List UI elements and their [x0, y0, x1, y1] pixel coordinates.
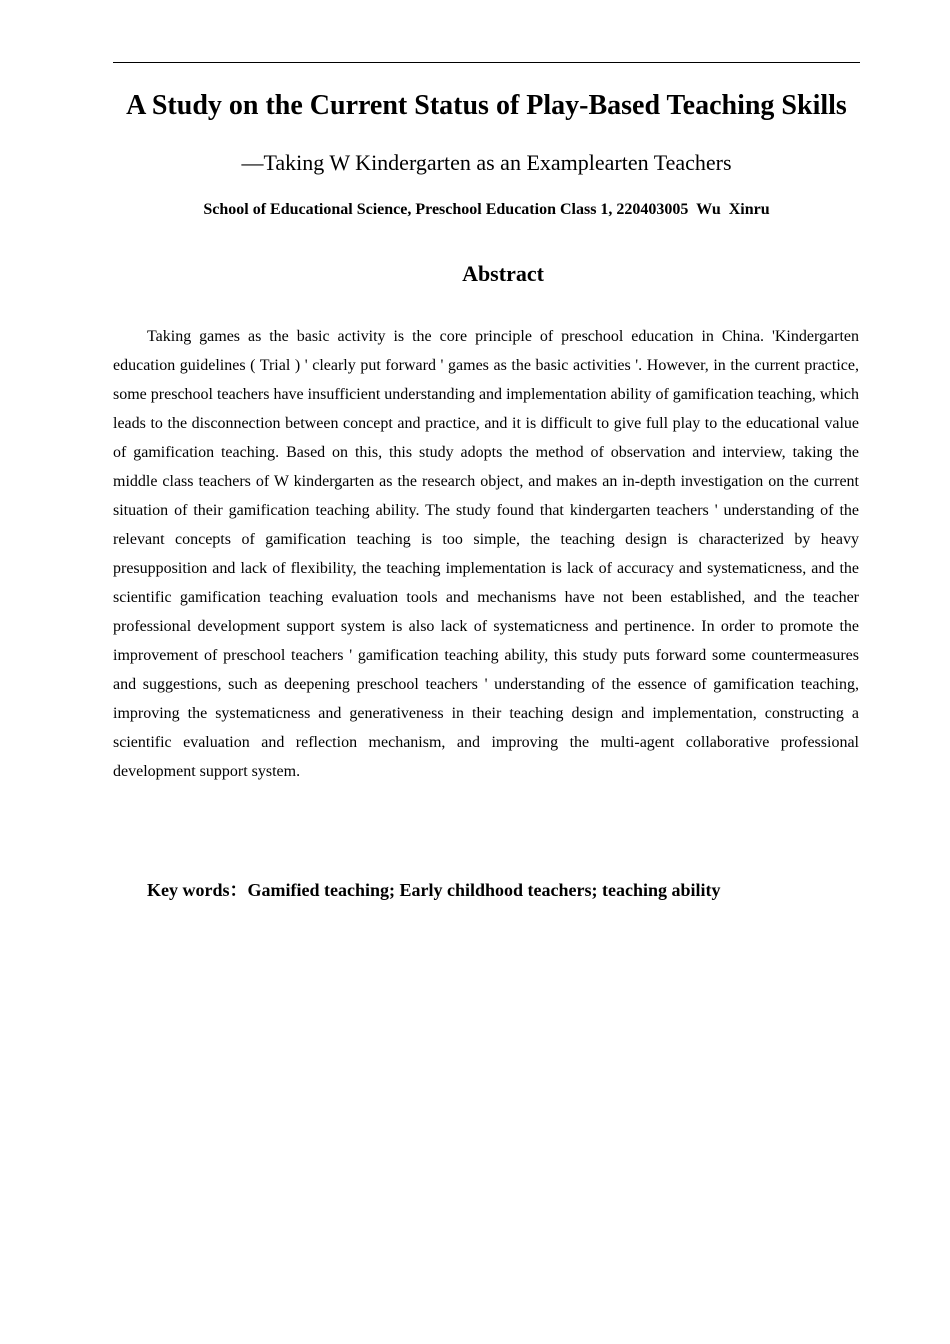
keywords-line: [147, 877, 867, 903]
keywords-text: Gamified teaching; Early childhood teachers; teaching ability: [247, 880, 721, 900]
paper-title: A Study on the Current Status of Play-Based Teaching Skills: [126, 90, 847, 121]
paper-subtitle: —Taking W Kindergarten as an Examplearten Teachers: [241, 150, 732, 175]
abstract-heading: Abstract: [462, 261, 544, 286]
keywords-label: Key words：: [147, 880, 248, 900]
abstract-body: Taking games as the basic activity is the core principle of preschool education in China. 'Kindergarten education guidelines ( Trial ) ' clearly put forward ' games as the basic activities '. However, in the current practice, some preschool teachers have insufficient understanding and implementation ability of gamification teaching, which leads to the disconnection between concept and practice, and it is difficult to give full play to the educational value of gamification teaching. Based on this, this study adopts the method of observation and interview, taking the middle class teachers of W kindergarten as the research object, and makes an in-depth investigation on the current situation of their gamification teaching ability. The study found that kindergarten teachers ' understanding of the relevant concepts of gamification teaching is too simple, the teaching design is characterized by heavy presupposition and lack of flexibility, the teaching implementation is lack of accuracy and systematicness, and the scientific gamification teaching evaluation tools and mechanisms have not been established, and the teacher professional development support system is also lack of systematicness and pertinence. In order to promote the improvement of preschool teachers ' gamification teaching ability, this study puts forward some countermeasures and suggestions, such as deepening preschool teachers ' understanding of the essence of gamification teaching, improving the systematicness and generativeness in their teaching design and implementation, constructing a scientific evaluation and reflection mechanism, and improving the multi-agent collaborative professional development support system.: [113, 328, 859, 780]
author-affiliation: School of Educational Science, Preschool Education Class 1, 220403005 Wu Xinru: [203, 201, 770, 218]
header-rule: [113, 62, 860, 63]
